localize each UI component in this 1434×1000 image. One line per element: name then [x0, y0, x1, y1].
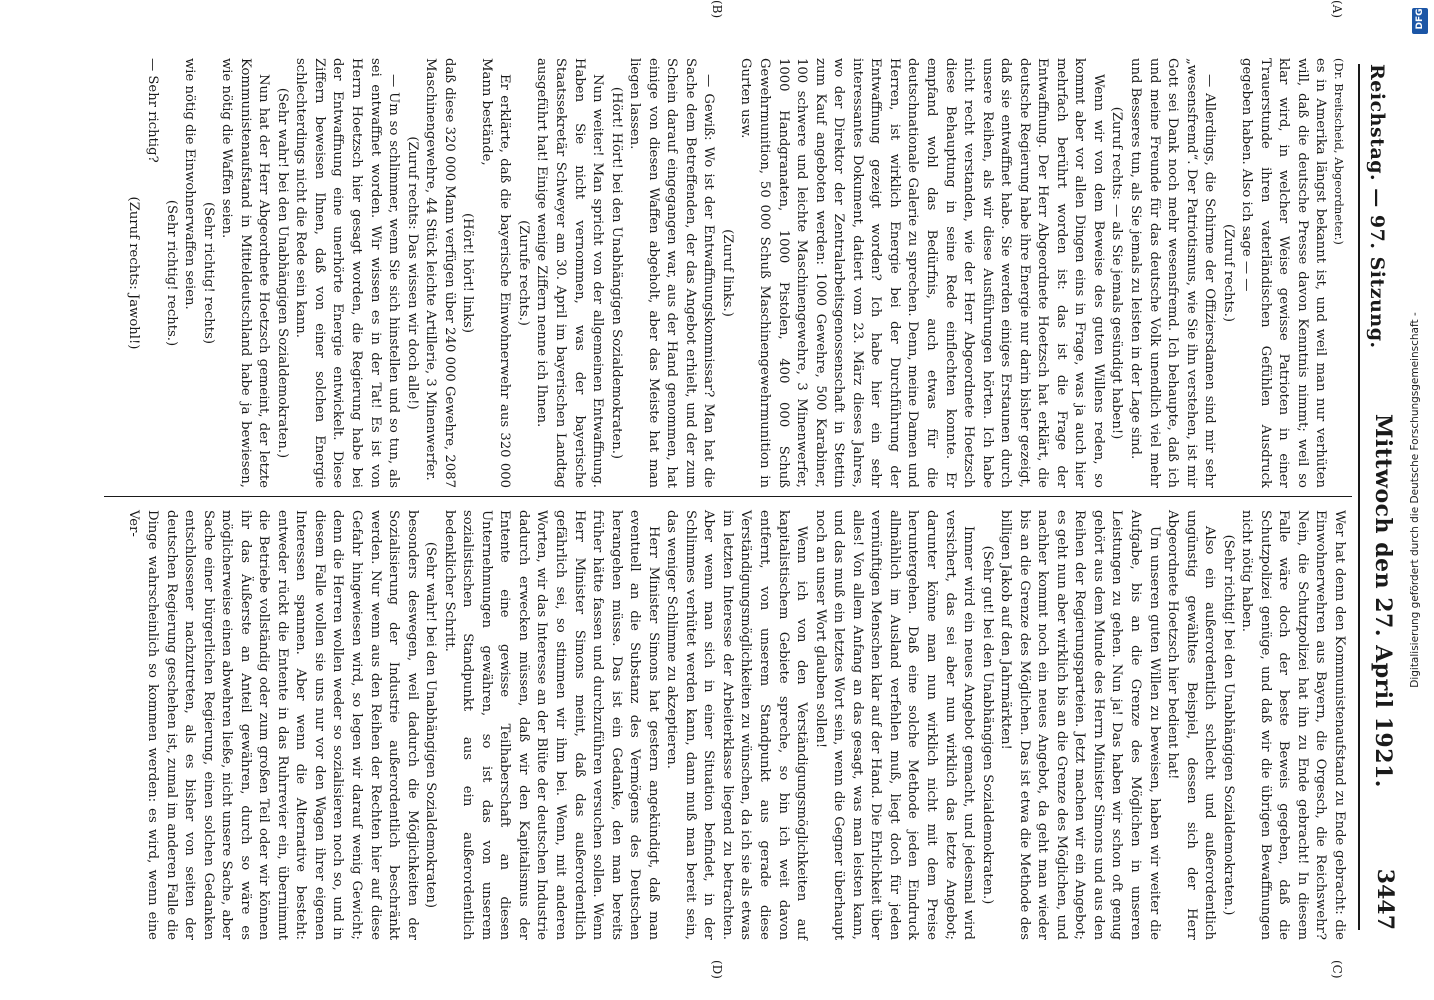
paragraph: Wenn ich von den Verständigungsmöglichkeiten auf kapitalistischem Gebiete spreche, so bin ich weit davon entfernt, von unserem Standpunkt aus gerade diese Verständigungsmöglichkeiten zu wünschen, da ich sie als etwas im letzten Interesse der Arbeiterklasse liegend zu betrachten. Aber wenn man sich in einer Situation befindet, in der Schlimmes verhütet werden kann, dann muß man bereit sein, das weniger Schlimme zu akzeptieren.	[664, 510, 810, 940]
margin-letter-c: (C)	[1330, 960, 1344, 979]
paragraph: Nun hat der Herr Abgeordnete Hoetzsch gemeint, der letzte Kommunistenaufstand in Mitteldeutschland habe ja bewiesen, wie nötig die Waffen seien.	[219, 58, 272, 488]
interjection: (Sehr richtig! bei den Unabhängigen Sozialdemokraten.)	[1220, 534, 1236, 916]
paragraph: — Gewiß: Wo ist der Entwaffnungskommissar? Man hat die Sache dem Betreffenden, der das Angebot erhielt, und der zum Schein darauf eingegangen war, aus der Hand genommen, hat einige von diesen Waffen abgeholt, aber das Meiste hat man liegen lassen.	[627, 58, 717, 488]
paragraph: Wenn wir von dem Beweise des guten Willens reden, so kommt aber vor allen Dingen eins in Frage, was ja auch hier mehrfach berührt worden ist: das ist die Frage der Entwaffnung. Der Herr Abgeordnete Hoetzsch hat erklärt, die deutsche Regierung habe ihre Energie nur darin bisher gezeigt, daß sie entwaffnet habe. Sie werden einiges Erstaunen durch unsere Reihen, als wir diese Ausführungen hörten. Ich habe nicht recht verstanden, wie der Herr Abgeordnete Hoetzsch diese Behauptung in seine Rede einflechten konnte. Er empfand wohl das Bedürfnis, auch etwas für die deutschnationale Galerie zu sprechen. Denn, meine Damen und Herren, ist wirklich Energie bei der Durchführung der Entwaffnung gezeigt worden? Ich habe hier ein sehr interessantes Dokument, datiert vom 23. März dieses Jahres, wo der Direktor der Zentralarbeitsgenossenschaft in Stettin zum Kauf angeboten werden: 1000 Gewehre, 500 Karabiner, 100 schwere und leichte Maschinengewehre, 3 Minenwerfer, 1000 Handgranaten, 1000 Pistolen, 400 000 Schuß Gewehrmunition, 50 000 Schuß Maschinengewehrmunition in Gurten usw.	[738, 58, 1106, 488]
margin-letter-a: (A)	[1330, 0, 1344, 19]
interjection: (Hört! hört! links)	[460, 212, 476, 334]
paragraph: Nun weiter! Man spricht von der allgemeinen Entwaffnung. Haben Sie nicht vernommen, was der bayerische Staatssekretär Schweyer am 30. April im bayerischen Landtag ausgeführt hat! Einige wenige Ziffern nenne ich Ihnen.	[534, 58, 606, 488]
paragraph: Um unseren guten Willen zu beweisen, haben wir weiter die Aufgabe, bis an die Grenze des Möglichen in unseren Leistungen zu gehen. Nun ja! Das haben wir schon oft genug gehört aus dem Munde des Herrn Minister Simons und aus den Reihen der Regierungsparteien. Jetzt machen wir ein Angebot; es geht nun aber wirklich bis an die Grenze des Möglichen, und nachher kommt noch ein neues Angebot, da geht man wieder bis an die Grenze des Möglichen. Das ist etwa die Methode des billigen Jakob auf den Jahrmärkten!	[998, 510, 1162, 940]
paragraph: besonders deswegen, weil dadurch die Möglichkeiten der Sozialisierung der Industrie außerordentlich beschränkt werden. Nur wenn aus den Reihen der Rechten hier auf diese Gefahr hingewiesen wird, so legen wir darauf wenig Gewicht; denn die Herren wollen weder so sozialisieren noch so, und in diesem Falle wollen sie uns nur vor den Wagen ihrer eigenen Interessen spannen. Aber wenn die Alternative besteht: entweder rückt die Entente in das Ruhrrevier ein, übernimmt die Betriebe vollständig oder zum großen Teil oder wir können ihr das Äußerste an Anteil gewähren, durch so wäre es möglicherweise einen abwehren ließe, nicht unsere Sache, aber Sache einer bürgerlichen Regierung, einen solchen Gedanken entschlossener nachzutreten, als es bisher von seiten der deutschen Regierung geschehen ist, zumal im anderen Falle die Dinge wahrscheinlich so kommen werden: es wird, wenn eine Ver-	[126, 510, 420, 940]
paragraph: — Um so schlimmer, wenn Sie sich hinstellen und so tun, als sei entwaffnet worden. Wir wissen es in der Tat! Es ist von Herrn Hoetzsch hier gesagt worden, die Regierung habe bei der Entwaffnung eine unerhörte Energie entwickelt. Diese Ziffern beweisen Ihnen, daß von einer solchen Energie schlechterdings nicht die Rede sein kann.	[293, 58, 402, 488]
interjection: (Zuruf rechts: Das wissen wir doch alle!)	[404, 136, 420, 410]
header-session: Reichstag. — 97. Sitzung.	[1366, 64, 1388, 349]
paragraph: es in Amerika längst bekannt ist, und weil man nur verhüten will, daß die deutsche Presse davon Kenntnis nimmt; weil so klar wird, in welcher Weise gewisse Patrioten in einer Trauerstunde ihren vaterländischen Gefühlen Ausdruck gegeben haben. Also ich sage — —	[1239, 58, 1329, 488]
interjection: (Sehr richtig! rechts)	[200, 201, 216, 345]
margin-letter-b: (B)	[710, 0, 724, 19]
interjection: (Hört! Hört! bei den Unabhängigen Sozialdemokraten.)	[608, 86, 624, 460]
speaker-line: (Dr. Breitscheid, Abgeordneter.)	[1332, 58, 1346, 245]
paragraph: daß diese 320 000 Mann verfügen über 240 000 Gewehre, 2087 Maschinengewehre, 44 Stück leichte Artillerie, 3 Minenwerfer.	[423, 58, 457, 488]
paragraph: wie nötig die Einwohnerwaffen seien.	[182, 58, 198, 310]
paragraph: Er erklärte, daß die bayerische Einwohnerwehr aus 320 000 Mann bestände,	[478, 58, 513, 488]
left-text-column	[124, 58, 1348, 488]
dfg-logo-text: DFG	[1415, 8, 1425, 30]
paragraph: — Allerdings, die Schirme der Offiziersdamen sind mir sehr „wesensfremd“. Der Patriotismus, wie Sie ihn verstehen, ist mir Gott sei Dank noch mehr wesensfremd. Ich behaupte, daß ich und meine Freunde für das deutsche Volk unendlich viel mehr und Besseres tun, als Sie jemals zu leisten in der Lage sind.	[1127, 58, 1218, 488]
paragraph: Immer wird ein neues Angebot gemacht, und jedesmal wird versichert, das sei aber nun wirklich das letzte Angebot; darunter könne man nun wirklich nicht mit dem Preise heruntergehen. Daß eine solche Methode jeden Eindruck allmählich im Ausland verfehlen muß, liegt doch für jeden vernünftigen Menschen klar auf der Hand. Die Ehrlichkeit über alles! Von allem Anfang an das gesagt, was man leisten kann, und das muß ein letztes Wort sein, wenn die Gegner überhaupt noch an unser Wort glauben sollen!	[812, 510, 977, 940]
interjection: (Sehr wahr! bei den Unabhängigen Sozialdemokraten.)	[274, 87, 290, 459]
margin-letter-d: (D)	[710, 960, 724, 979]
dfg-watermark	[1405, 10, 1429, 990]
interjection: (Sehr richtig! rechts.)	[163, 199, 179, 347]
interjection: (Sehr gut! bei den Unabhängigen Sozialdemokraten.)	[979, 545, 995, 905]
dfg-logo-icon	[1412, 8, 1428, 34]
interjection: (Zurufe rechts.)	[515, 220, 531, 326]
interjection: (Zuruf rechts: — als Sie jemals gesündigt haben!)	[1109, 106, 1125, 440]
header-rule	[1358, 64, 1360, 930]
header-date: Mittwoch den 27. April 1921.	[1370, 414, 1396, 788]
paragraph: Wer hat denn den Kommunistenaufstand zu Ende gebracht: die Einwohnerwehren aus Bayern, die Orgesch, die Reichswehr? Nein, die Schutzpolizei hat ihn zu Ende gebracht! In diesem Falle wäre doch der beste Beweis gegeben, daß die Schutzpolizei genüge, und daß wir die übrigen Bewaffnungen nicht nötig haben.	[1239, 510, 1347, 940]
interjection: (Zuruf rechts.)	[1220, 223, 1236, 323]
paragraph: — Sehr richtig?	[145, 58, 160, 163]
paragraph: Herr Minister Simons hat gestern angekündigt, daß man eventuell an die Substanz des Vermögens des Deutschen herangehen müsse. Das ist ein Gedanke, den man bereits früher hätte fassen und durchzuführen versuchen sollen. Wenn Herr Minister Simons meint, daß das außerordentlich gefährlich sei, so stimmen wir ihm bei. Wenn, mit anderen Worten, wir das Interesse an der Blüte der deutschen Industrie dadurch erwecken müssen, daß wir den Kapitalismus der Entente eine gewisse Teilhaberschaft an diesen Unternehmungen gewähren, so ist das von unserem sozialistischen Standpunkt aus ein außerordentlich bedenklicher Schritt.	[441, 510, 661, 940]
interjection: (Sehr wahr! bei den Unabhängigen Sozialdemokraten)	[423, 541, 439, 909]
interjection: (Zuruf links.)	[719, 229, 735, 317]
watermark-text: Digitalisierung gefördert durch die Deutsche Forschungsgemeinschaft -	[1409, 312, 1421, 688]
paragraph: Also ein außerordentlich schlecht und außerordentlich ungünstig gewähltes Beispiel, dessen sich der Herr Abgeordnete Hoetzsch hier bedient hat!	[1165, 510, 1218, 940]
interjection: (Zuruf rechts: Jawohl!)	[126, 196, 142, 350]
column-divider	[104, 496, 1352, 497]
right-text-column	[124, 510, 1348, 940]
header-page-number: 3447	[1372, 868, 1398, 930]
